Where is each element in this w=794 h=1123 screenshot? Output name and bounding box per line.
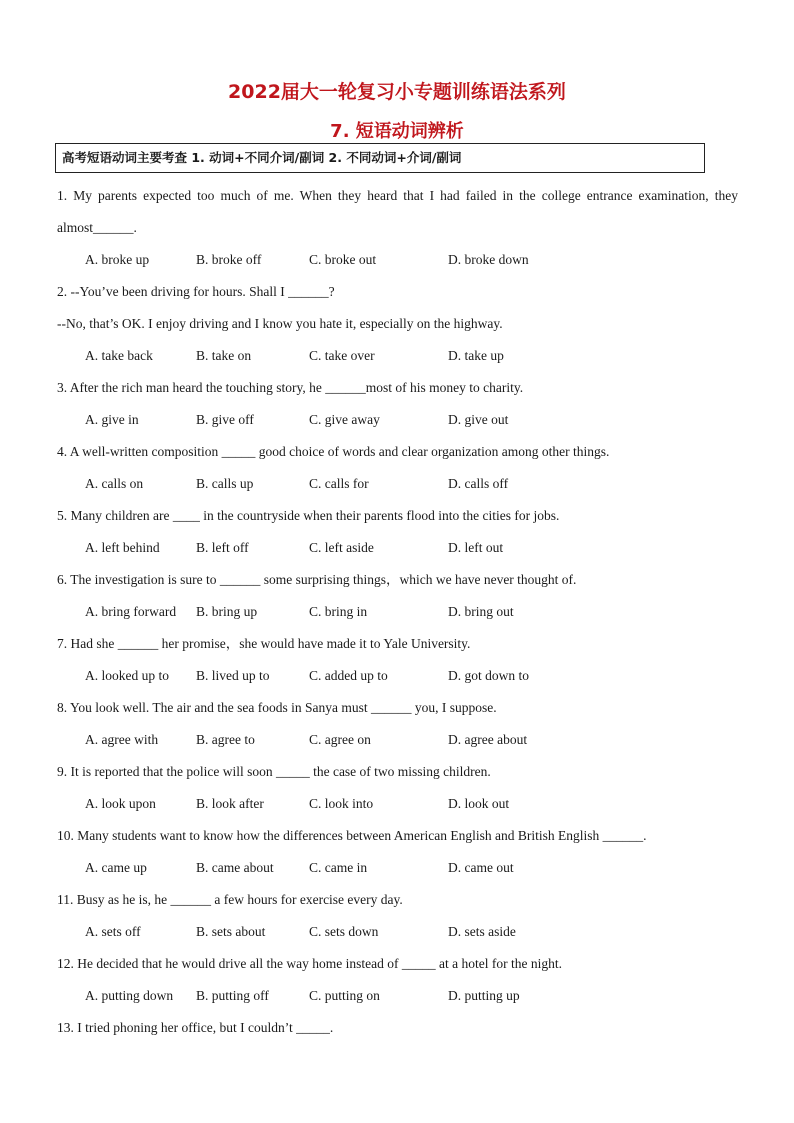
option-b: B. calls up — [196, 476, 254, 491]
options-row — [57, 916, 738, 948]
option-c: C. calls for — [309, 476, 369, 491]
option-c: C. bring in — [309, 604, 368, 619]
options-row — [57, 468, 738, 500]
document-title: 2022届大一轮复习小专题训练语法系列 — [228, 81, 566, 103]
question-stem-continued: almost______. — [57, 220, 137, 235]
question-stem: 13. I tried phoning her office, but I couldn’t _____. — [57, 1020, 334, 1035]
document-subtitle: 7. 短语动词辨析 — [330, 121, 464, 142]
question-stem: 9. It is reported that the police will soon _____ the case of two missing children. — [57, 764, 491, 779]
option-b: B. give off — [196, 412, 254, 427]
options-row — [57, 660, 738, 692]
option-d: D. broke down — [448, 252, 529, 267]
options-row — [57, 596, 738, 628]
option-c: C. sets down — [309, 924, 379, 939]
summary-box: 高考短语动词主要考查 1. 动词+不同介词/副词 2. 不同动词+介词/副词 — [55, 143, 705, 173]
option-a: A. left behind — [85, 540, 160, 555]
option-a: A. take back — [85, 348, 153, 363]
option-c: C. left aside — [309, 540, 374, 555]
options-row — [57, 788, 738, 820]
options-row — [57, 724, 738, 756]
option-c: C. take over — [309, 348, 375, 363]
option-a: A. sets off — [85, 924, 141, 939]
options-row — [57, 532, 738, 564]
option-c: C. broke out — [309, 252, 377, 267]
option-a: A. looked up to — [85, 668, 169, 683]
option-b: B. bring up — [196, 604, 258, 619]
option-b: B. lived up to — [196, 668, 270, 683]
option-d: D. came out — [448, 860, 514, 875]
question-stem: 11. Busy as he is, he ______ a few hours for exercise every day. — [57, 892, 403, 907]
option-c: C. give away — [309, 412, 380, 427]
option-c: C. added up to — [309, 668, 388, 683]
option-b: B. agree to — [196, 732, 255, 747]
option-d: D. take up — [448, 348, 504, 363]
question-stem: 6. The investigation is sure to ______ some surprising things，which we have never thought of. — [57, 572, 577, 587]
options-row — [57, 980, 738, 1012]
option-d: D. bring out — [448, 604, 514, 619]
option-a: A. give in — [85, 412, 139, 427]
options-row — [57, 244, 738, 276]
option-b: B. broke off — [196, 252, 262, 267]
option-b: B. came about — [196, 860, 274, 875]
option-d: D. got down to — [448, 668, 529, 683]
option-d: D. calls off — [448, 476, 509, 491]
option-d: D. look out — [448, 796, 510, 811]
option-d: D. give out — [448, 412, 509, 427]
option-a: A. agree with — [85, 732, 159, 747]
options-row — [57, 404, 738, 436]
question-stem-continued: --No, that’s OK. I enjoy driving and I know you hate it, especially on the highway. — [57, 316, 503, 331]
option-b: B. sets about — [196, 924, 266, 939]
option-b: B. look after — [196, 796, 264, 811]
option-a: A. came up — [85, 860, 147, 875]
options-row — [57, 852, 738, 884]
option-d: D. putting up — [448, 988, 520, 1003]
question-stem: 7. Had she ______ her promise，she would have made it to Yale University. — [57, 636, 471, 651]
option-d: D. agree about — [448, 732, 528, 747]
option-b: B. left off — [196, 540, 249, 555]
option-c: C. putting on — [309, 988, 380, 1003]
option-a: A. look upon — [85, 796, 156, 811]
option-d: D. left out — [448, 540, 504, 555]
question-list — [57, 180, 738, 1044]
question-stem: 1. My parents expected too much of me. When they heard that I had failed in the college entrance examination, they — [57, 188, 738, 203]
options-row — [57, 340, 738, 372]
option-a: A. putting down — [85, 988, 174, 1003]
option-a: A. calls on — [85, 476, 144, 491]
question-stem: 10. Many students want to know how the differences between American English and British English ______. — [57, 828, 647, 843]
option-b: B. take on — [196, 348, 252, 363]
option-c: C. came in — [309, 860, 368, 875]
question-stem: 5. Many children are ____ in the countryside when their parents flood into the cities for jobs. — [57, 508, 560, 523]
option-a: A. broke up — [85, 252, 150, 267]
option-d: D. sets aside — [448, 924, 516, 939]
question-stem: 3. After the rich man heard the touching story, he ______most of his money to charity. — [57, 380, 524, 395]
question-stem: 8. You look well. The air and the sea foods in Sanya must ______ you, I suppose. — [57, 700, 497, 715]
question-stem: 4. A well-written composition _____ good choice of words and clear organization among other things. — [57, 444, 610, 459]
option-c: C. look into — [309, 796, 374, 811]
question-stem: 12. He decided that he would drive all the way home instead of _____ at a hotel for the night. — [57, 956, 562, 971]
question-stem: 2. --You’ve been driving for hours. Shall I ______? — [57, 284, 335, 299]
option-c: C. agree on — [309, 732, 371, 747]
option-b: B. putting off — [196, 988, 269, 1003]
option-a: A. bring forward — [85, 604, 177, 619]
